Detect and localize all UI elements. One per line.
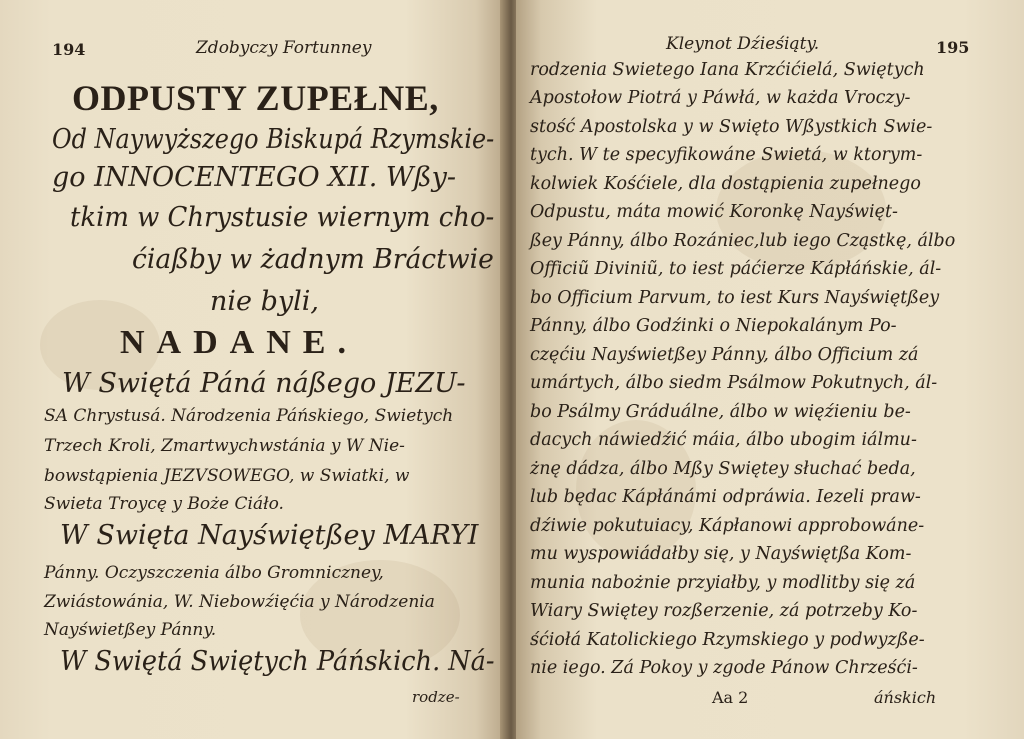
text-line: munia nabożnie przyiałby, y modlitby się zá xyxy=(530,573,916,593)
text-line: Pánny, álbo Godźinki o Niepokalánym Po- xyxy=(530,316,897,336)
catchword: rodze- xyxy=(412,688,460,706)
text-line: go INNOCENTEGO XII. Wßy- xyxy=(52,162,457,193)
text-line: SA Chrystusá. Národzenia Páńskiego, Swietych xyxy=(44,406,454,426)
text-line: rodzenia Swietego Iana Krzćićielá, Swiętych xyxy=(530,60,925,80)
text-line: Wiary Swiętey rozßerzenie, zá potrzeby Ko- xyxy=(530,601,918,621)
text-line: bowstąpienia JEZVSOWEGO, w Swiatki, w xyxy=(44,466,410,486)
text-line: umártych, álbo siedm Psálmow Pokutnych, ál- xyxy=(530,373,938,393)
page-title: ODPUSTY ZUPEŁNE, xyxy=(72,78,439,118)
text-line: tkim w Chrystusie wiernym cho- xyxy=(70,202,495,233)
text-line: W Swiętá Swiętych Páńskich. Ná- xyxy=(60,646,495,677)
right-page xyxy=(516,0,1024,739)
text-line: bo Officium Parvum, to iest Kurs Nayświętßey xyxy=(530,288,940,308)
text-line: W Swięta Nayświętßey MARYI xyxy=(60,520,479,551)
text-line: stość Apostolska y w Swięto Wßystkich Swie- xyxy=(530,117,933,137)
text-line: Od Naywyższego Biskupá Rzymskie- xyxy=(52,124,495,155)
text-line: ßey Pánny, álbo Rozániec,lub iego Cząstkę, álbo xyxy=(530,231,956,251)
text-line: Apostołow Piotrá y Páwłá, w każda Vroczy- xyxy=(530,88,911,108)
text-line: tych. W te specyfikowáne Swietá, w ktorym- xyxy=(530,145,923,165)
text-line: bo Psálmy Gráduálne, álbo w więźieniu be- xyxy=(530,402,911,422)
text-line: Swieta Troycę y Boże Ciáło. xyxy=(44,494,284,514)
catchword: áńskich xyxy=(874,688,937,707)
text-line: ćiaßby w żadnym Bráctwie xyxy=(132,244,494,275)
text-line: W Swiętá Páná náßego JEZU- xyxy=(62,368,466,399)
text-line: nie iego. Zá Pokoy y zgode Pánow Chrześći- xyxy=(530,658,918,678)
text-line: Pánny. Oczyszczenia álbo Gromniczney, xyxy=(44,563,384,583)
text-line: dacych náwiedźić máia, álbo ubogim iálmu- xyxy=(530,430,917,450)
text-line: dźiwie pokutuiacy, Kápłanowi approbowáne- xyxy=(530,516,925,536)
text-line: śćiołá Katolickiego Rzymskiego y podwyzße- xyxy=(530,630,925,650)
text-line: Officiũ Diviniũ, to iest páćierze Kápłáńskie, ál- xyxy=(530,259,942,279)
text-line: żnę dádza, álbo Mßy Swiętey słuchać beda, xyxy=(530,459,916,479)
text-line: mu wyspowiádałby się, y Nayświętßa Kom- xyxy=(530,544,912,564)
text-line: kolwiek Kośćiele, dla dostąpienia zupełnego xyxy=(530,174,921,194)
text-line: Nayświetßey Pánny. xyxy=(44,620,217,640)
page-number: 195 xyxy=(936,38,970,57)
text-line: nie byli, xyxy=(210,286,319,317)
text-line: Odpustu, máta mowić Koronkę Nayświęt- xyxy=(530,202,898,222)
text-line: lub będac Kápłánámi odpráwia. Iezeli praw- xyxy=(530,487,921,507)
nadane-heading: NADANE. xyxy=(120,324,358,361)
text-line: Zwiástowánia, W. Niebowźięćia y Národzenia xyxy=(44,592,435,612)
page-number: 194 xyxy=(52,40,86,59)
left-page xyxy=(0,0,506,739)
signature-mark: Aa 2 xyxy=(712,688,749,707)
text-line: częćiu Nayświetßey Pánny, álbo Officium zá xyxy=(530,345,919,365)
text-line: Trzech Kroli, Zmartwychwstánia y W Nie- xyxy=(44,436,405,456)
running-head: Kleynot Dźieśiąty. xyxy=(666,34,820,54)
running-head: Zdobyczy Fortunney xyxy=(196,38,372,58)
